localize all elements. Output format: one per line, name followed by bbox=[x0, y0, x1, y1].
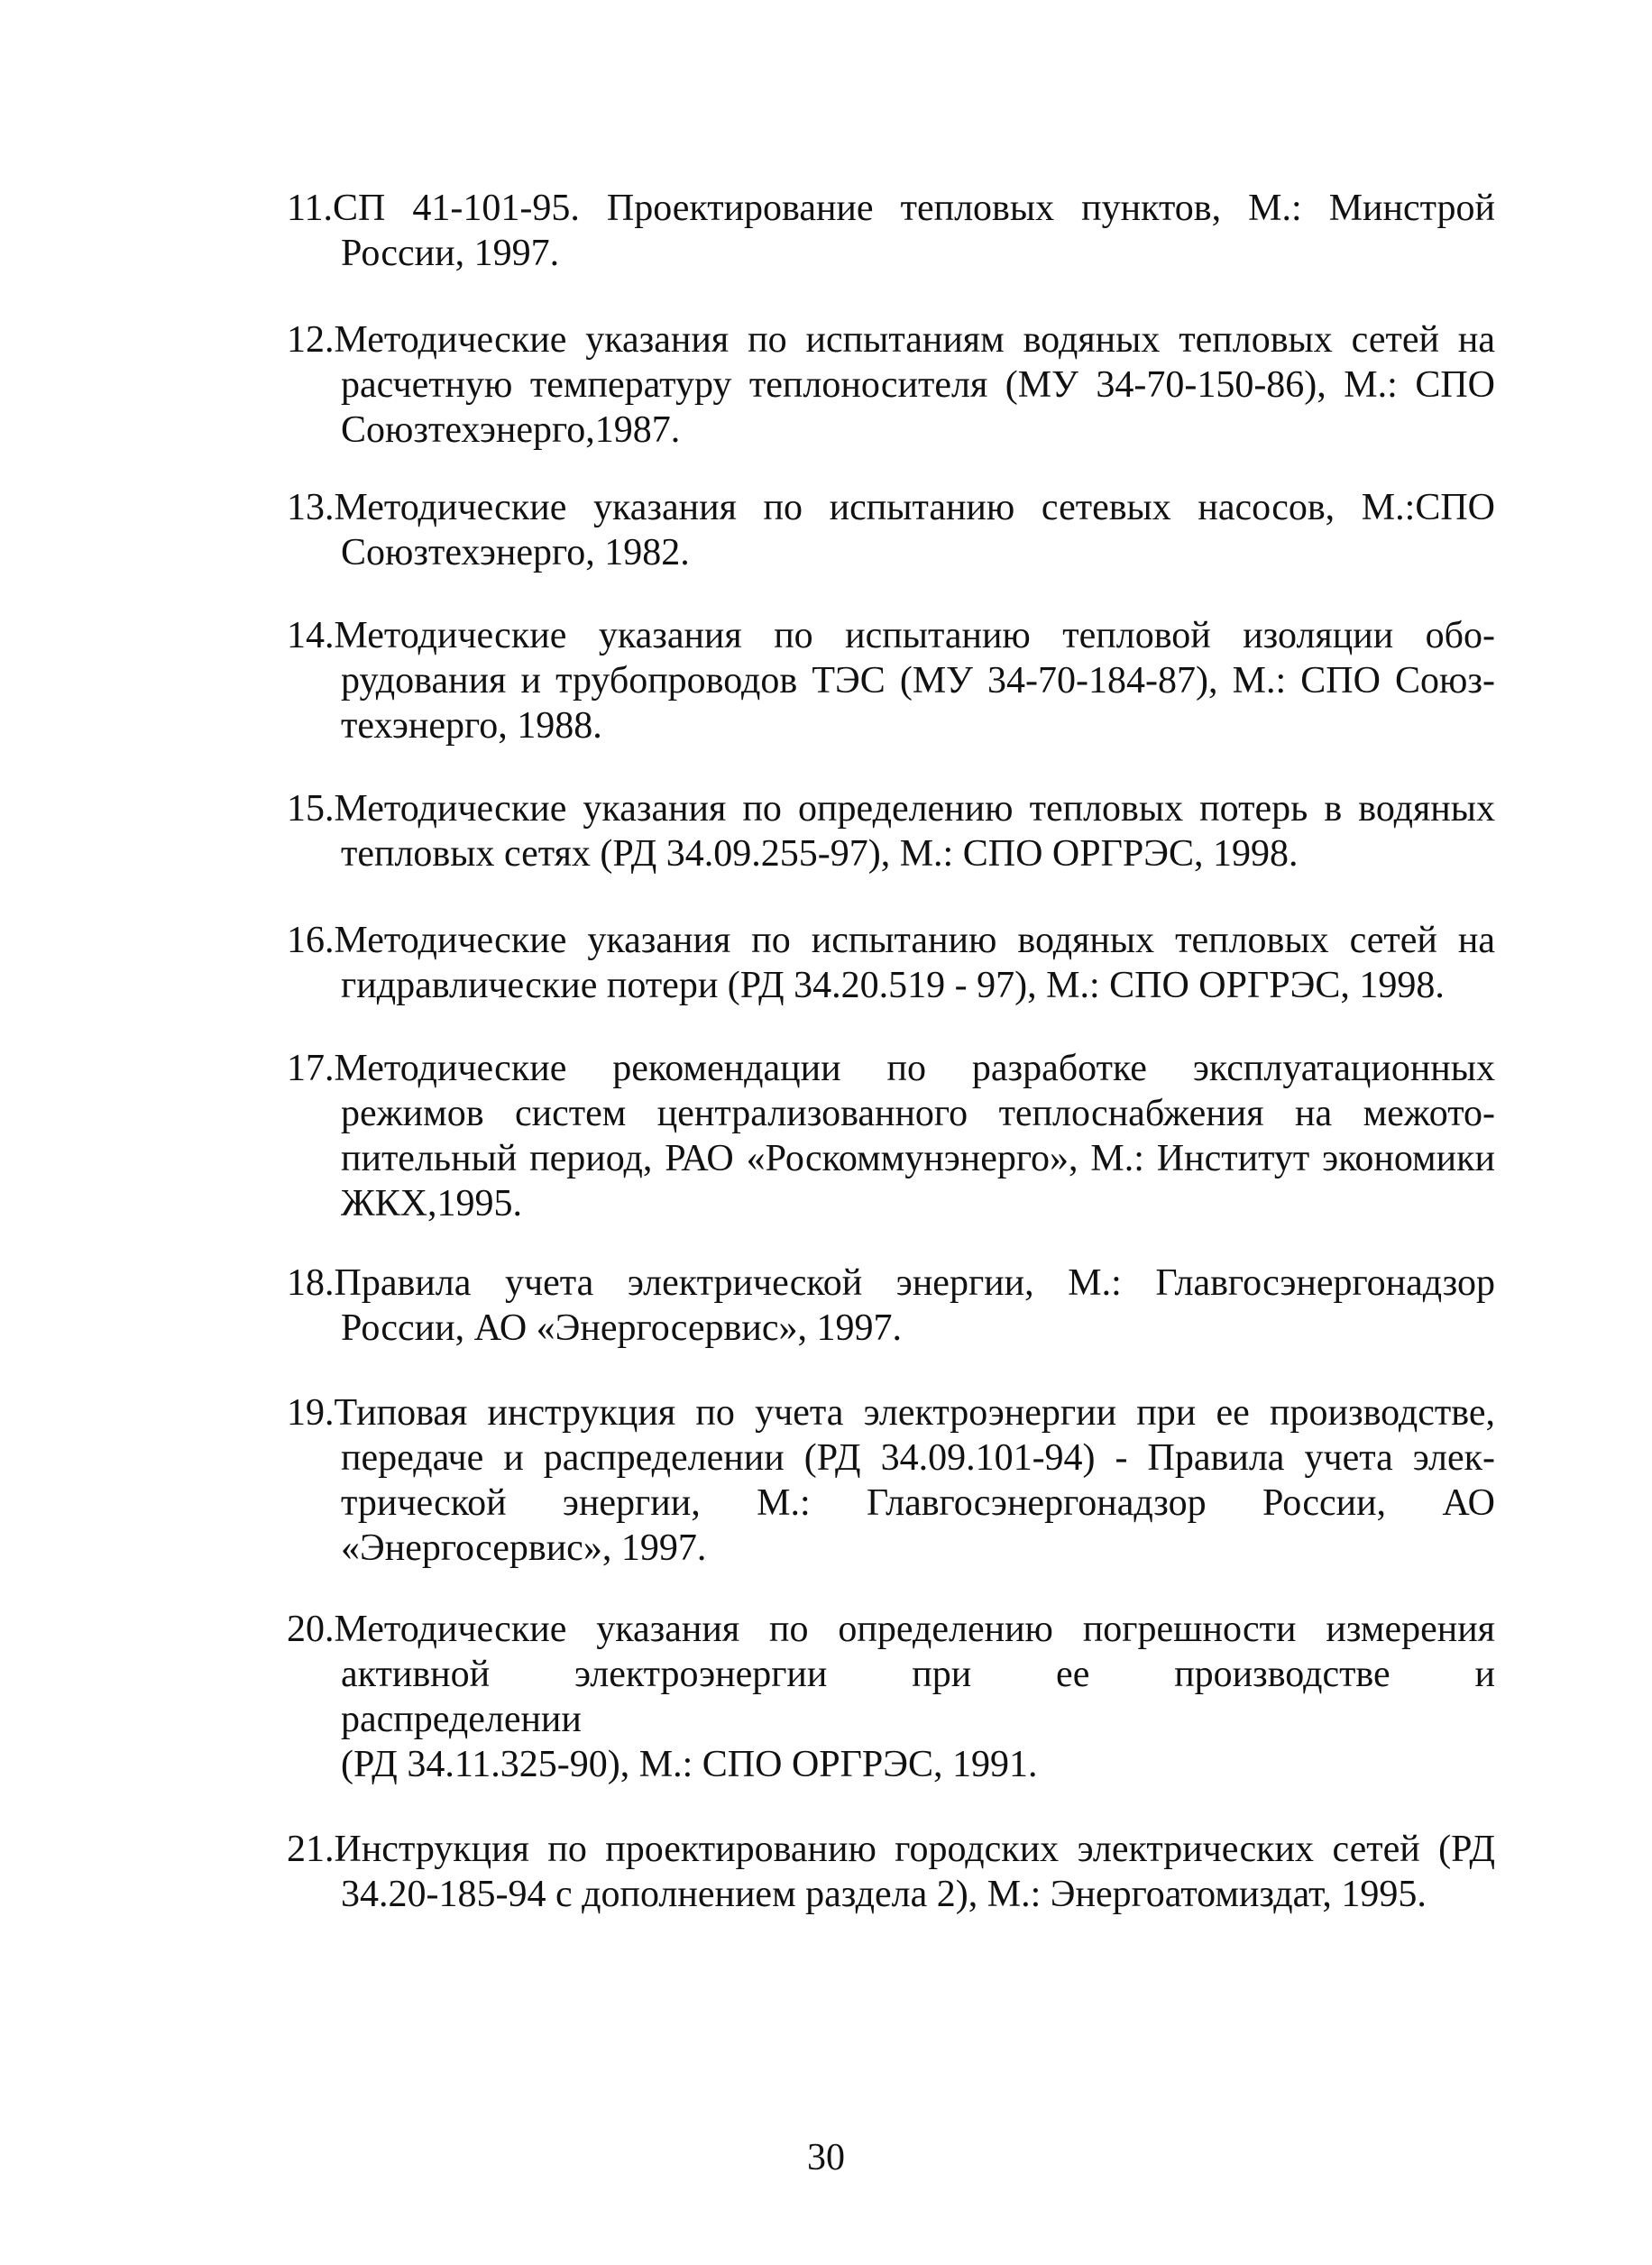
reference-line: 16.Методические указания по испытанию водяных тепловых сетей на bbox=[287, 920, 1495, 961]
reference-line: 17.Методические рекомендации по разработке эксплуатационных bbox=[287, 1048, 1495, 1089]
reference-line: ЖКХ,1995. bbox=[341, 1183, 522, 1224]
reference-item-15 bbox=[287, 786, 1495, 876]
reference-line: тепловых сетях (РД 34.09.255-97), М.: СПО ОРГРЭС, 1998. bbox=[341, 833, 1299, 875]
reference-line: гидравлические потери (РД 34.20.519 - 97), М.: СПО ОРГРЭС, 1998. bbox=[341, 965, 1445, 1006]
reference-line: 34.20-185-94 с дополнением раздела 2), М.: Энергоатомиздат, 1995. bbox=[341, 1874, 1427, 1915]
reference-line: «Энергосервис», 1997. bbox=[341, 1527, 707, 1569]
reference-item-17 bbox=[287, 1046, 1495, 1226]
reference-line: России, 1997. bbox=[341, 233, 560, 274]
page-number: 30 bbox=[807, 2137, 845, 2178]
reference-line: режимов систем централизованного теплоснабжения на межото- bbox=[341, 1093, 1495, 1134]
reference-item-19 bbox=[287, 1390, 1495, 1571]
reference-line: 15.Методические указания по определению тепловых потерь в водяных bbox=[287, 788, 1495, 830]
reference-line: распределении bbox=[341, 1699, 582, 1740]
reference-line: 14.Методические указания по испытанию тепловой изоляции обо- bbox=[287, 615, 1495, 656]
reference-item-20 bbox=[287, 1607, 1495, 1787]
reference-line: расчетную температуру теплоносителя (МУ 34-70-150-86), М.: СПО bbox=[341, 364, 1495, 406]
reference-line: 20.Методические указания по определению погрешности измерения bbox=[287, 1609, 1495, 1650]
reference-line: техэнерго, 1988. bbox=[341, 705, 602, 747]
reference-line: 18.Правила учета электрической энергии, М.: Главгосэнергонадзор bbox=[287, 1262, 1495, 1304]
reference-line: (РД 34.11.325-90), М.: СПО ОРГРЭС, 1991. bbox=[341, 1744, 1038, 1785]
reference-line: России, АО «Энергосервис», 1997. bbox=[341, 1307, 902, 1349]
reference-line: рудования и трубопроводов ТЭС (МУ 34-70-184-87), М.: СПО Союз- bbox=[341, 660, 1495, 702]
reference-line: 21.Инструкция по проектированию городских электрических сетей (РД bbox=[287, 1829, 1495, 1870]
reference-line: 11.СП 41-101-95. Проектирование тепловых пунктов, М.: Минстрой bbox=[287, 188, 1495, 229]
reference-line: Союзтехэнерго,1987. bbox=[341, 409, 681, 451]
reference-item-14 bbox=[287, 613, 1495, 748]
reference-line: передаче и распределении (РД 34.09.101-94) - Правила учета элек- bbox=[341, 1437, 1495, 1479]
reference-item-18 bbox=[287, 1261, 1495, 1351]
reference-item-12 bbox=[287, 317, 1495, 453]
reference-line: активной электроэнергии при ее производстве и bbox=[341, 1654, 1495, 1695]
reference-item-16 bbox=[287, 918, 1495, 1008]
reference-line: трической энергии, М.: Главгосэнергонадзор России, АО bbox=[341, 1482, 1495, 1524]
reference-item-11 bbox=[287, 186, 1495, 276]
reference-item-21 bbox=[287, 1827, 1495, 1917]
reference-line: 13.Методические указания по испытанию сетевых насосов, М.:СПО bbox=[287, 487, 1495, 528]
reference-line: пительный период, РАО «Роскоммунэнерго», М.: Институт экономики bbox=[341, 1138, 1495, 1179]
reference-line: Союзтехэнерго, 1982. bbox=[341, 532, 690, 573]
reference-line: 12.Методические указания по испытаниям водяных тепловых сетей на bbox=[287, 319, 1495, 361]
reference-line: 19.Типовая инструкция по учета электроэнергии при ее производстве, bbox=[287, 1392, 1495, 1434]
reference-item-13 bbox=[287, 485, 1495, 575]
